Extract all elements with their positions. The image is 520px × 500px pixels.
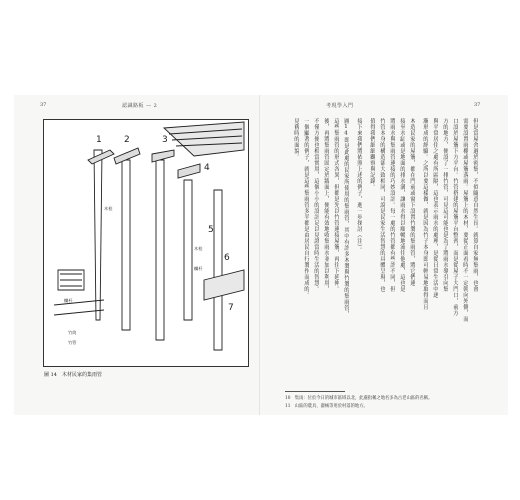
fig-label-4: 4 xyxy=(204,163,210,173)
text-column: 方的地方，便設了一排竹管，可見這可能也是為了將雨水導引向集 xyxy=(442,118,448,292)
fig-label-7: 7 xyxy=(228,303,234,313)
text-column: 漸形成的經驗。之所以要這樣做，就是因為竹子本身即可輕易地取得而且 xyxy=(422,118,428,310)
fig-label-1: 1 xyxy=(96,135,102,145)
text-column: 接至水缸或是地面的排水溝，讓雨水得以順暢地流往他處，這也是 xyxy=(399,118,405,292)
pipe-2 xyxy=(122,160,130,330)
text-column: 竹管本身的構造卻大致相同，可說是民家生活智慧的具體呈現，也 xyxy=(379,118,385,292)
right-running-head: 考現學入門 xyxy=(326,103,354,109)
pipe-1 xyxy=(94,150,102,320)
fig-label-5: 5 xyxy=(208,225,214,235)
text-column: 這些集雨管的形式各異，但都是先以竹管連接屋簷，再往下延伸。 xyxy=(333,118,339,292)
right-page-number: 37 xyxy=(474,102,481,108)
gutter-4 xyxy=(178,164,200,178)
fig-annot-1: 木栓 xyxy=(104,206,113,211)
fig-annot-4: 欄杆 xyxy=(194,266,203,271)
pipe-4 xyxy=(184,180,192,320)
text-column: 與平常居住之處有所區隔，這也表示雨水的處理，是從日常生活中逐 xyxy=(432,118,438,298)
text-column: 需要設置雨棚或屋簷落雨。屋簷上的木材，要從正面看時不一定朝向外側，而 xyxy=(462,118,468,322)
left-page-number: 37 xyxy=(40,102,47,108)
text-column: 圖14即是此處的民家所使用的集雨管，其中有許多木製與竹製的集雨管， xyxy=(343,118,349,318)
text-column: 見舊時的面貌。 xyxy=(293,118,299,160)
text-column: 但是當屋舍過於密集，不似隨意自然生長。就算自家無集雨，也會 xyxy=(472,118,478,292)
text-column: 口設於屋簷下方平台。竹管搭建的屋簷平台整齊，而是從屋子大門口，前方 xyxy=(452,118,458,316)
left-running-head: 認識路板 — 2 xyxy=(122,103,158,109)
footnote-rule xyxy=(285,391,345,392)
fig-label-6: 6 xyxy=(224,253,230,263)
fig-annot-6: 竹管 xyxy=(68,340,77,345)
text-column: 木造民家的屋簷，都在門前或窗下設置竹製的集雨管，將它們連 xyxy=(409,118,415,286)
figure-caption: 圖 14 木材民家的集雨管 xyxy=(44,372,102,378)
fig-annot-3: 欄杆 xyxy=(64,298,73,303)
body-text xyxy=(282,118,482,388)
page-gutter xyxy=(259,95,260,415)
figure-illustration xyxy=(43,119,249,367)
text-column: 將雨水與集雨管連接的巧妙設計。每一處的竹管都有些許不同，但 xyxy=(389,118,395,292)
pipe-3 xyxy=(156,160,164,340)
text-column: 不僅方便也相當實用，這個小小的設計足以見證當時生活的智慧。 xyxy=(313,118,319,292)
roof-eave-1 xyxy=(164,122,244,156)
text-column: 接下來我們將依照上述的例子，進一步探討（注）。 xyxy=(356,118,362,254)
fig-label-3: 3 xyxy=(162,135,168,145)
text-column: 值得我們細細觀察與記錄。 xyxy=(369,118,375,190)
fig-label-2: 2 xyxy=(124,135,130,145)
downspout-drawings xyxy=(44,120,248,366)
text-column: 後，再將集雨管固定於牆面上，便能有效地收集雨水並加以利用， xyxy=(323,118,329,292)
footnote-1: 10 集雨：位於今日的城市區域以北，此處指稱之地名多為古老山區的名稱。 xyxy=(285,396,433,401)
pipe-5 xyxy=(214,190,222,350)
fig-annot-5: 竹筒 xyxy=(68,330,77,335)
wall-7 xyxy=(204,270,244,300)
text-column: 一個顯著的例子，就是這些集雨管多半都是由居民自行製作而成的。 xyxy=(303,118,309,298)
footnote-2: 11 山區的農具、器械等用於村落的地方。 xyxy=(285,404,368,409)
fig-annot-2: 木栓 xyxy=(194,246,203,251)
